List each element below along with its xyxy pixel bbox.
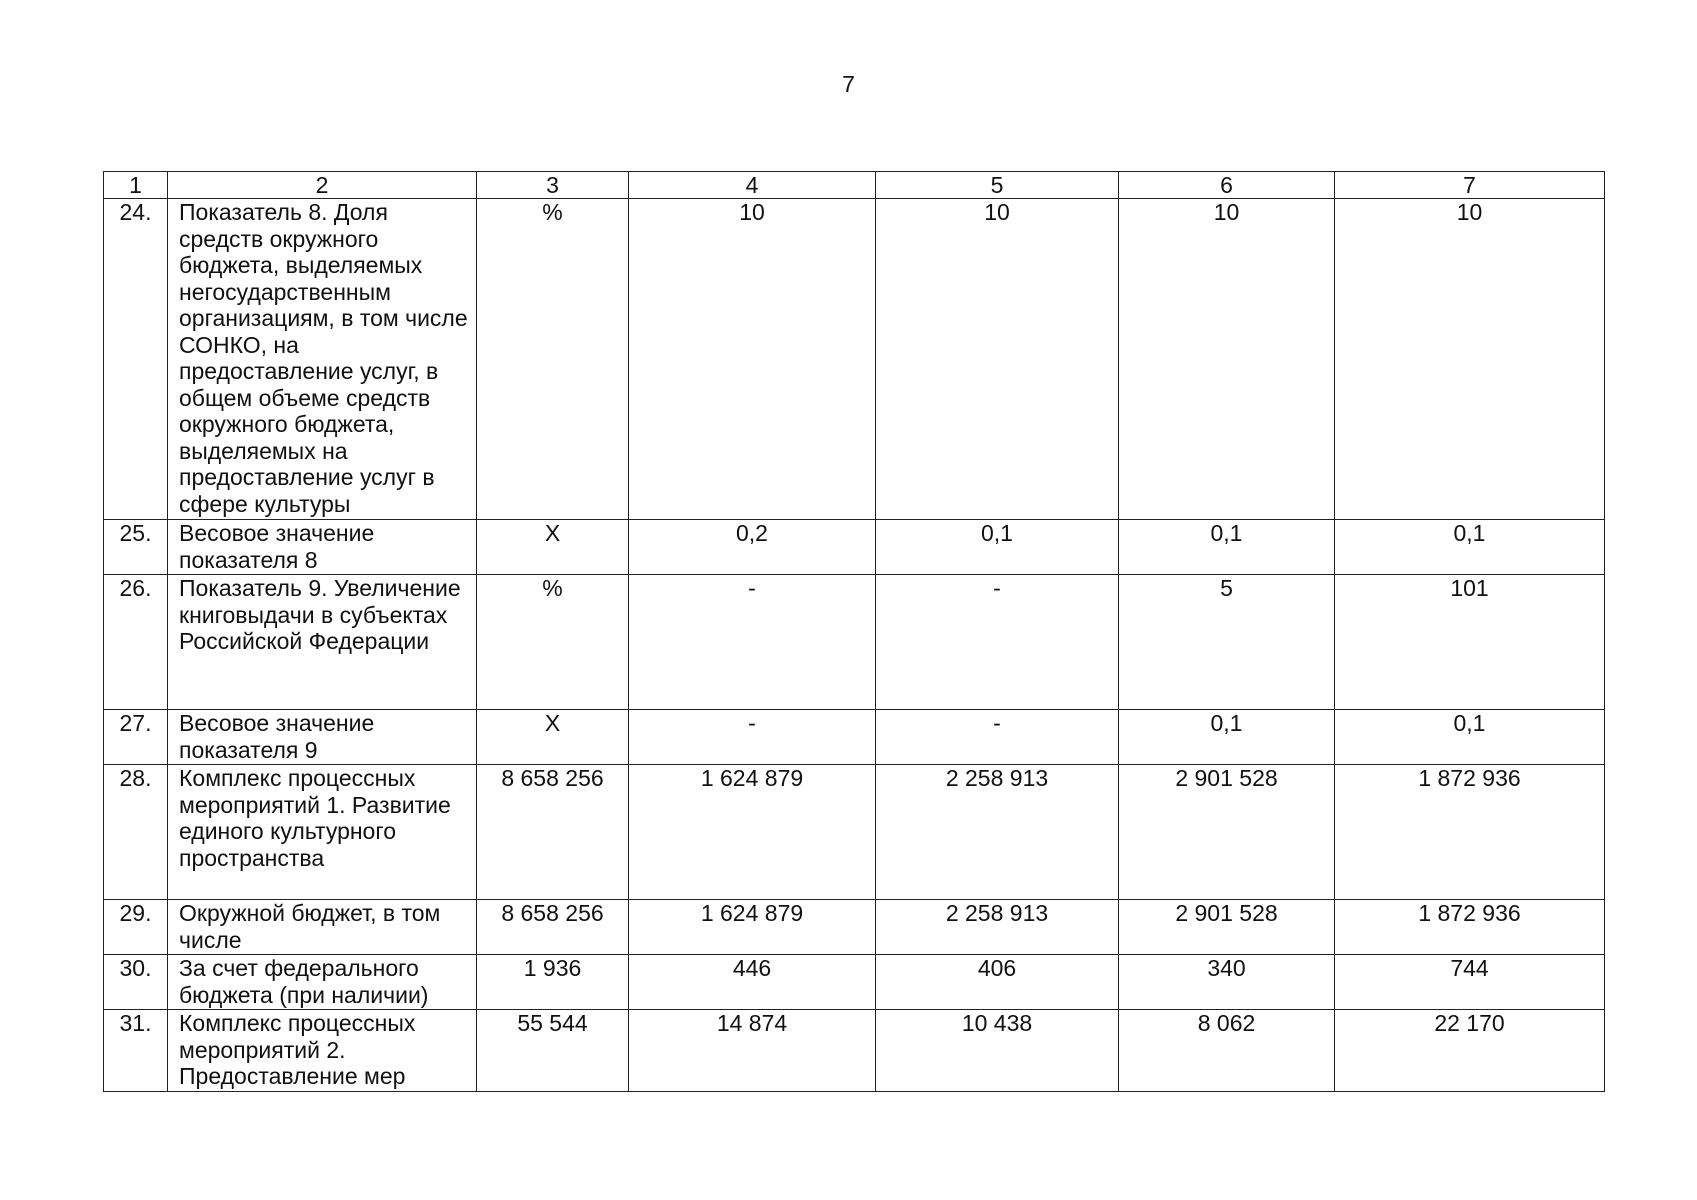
table-row (104, 900, 1605, 955)
value-cell: 101 (1335, 575, 1605, 710)
value-cell: 10 (1335, 199, 1605, 520)
row-number-cell: 29. (104, 900, 168, 955)
indicator-name-cell: Показатель 9. Увеличение книговыдачи в субъектах Российской Федерации (168, 575, 477, 710)
value-cell: - (629, 575, 876, 710)
header-cell: 3 (477, 172, 629, 199)
value-cell: 2 901 528 (1119, 765, 1335, 900)
value-cell: Х (477, 710, 629, 765)
row-number-cell: 31. (104, 1010, 168, 1092)
table-row (104, 520, 1605, 575)
header-cell: 4 (629, 172, 876, 199)
row-number-cell: 25. (104, 520, 168, 575)
value-cell: 0,1 (1335, 710, 1605, 765)
value-cell: - (629, 710, 876, 765)
indicator-name-cell: Весовое значение показателя 9 (168, 710, 477, 765)
indicator-name-cell: Весовое значение показателя 8 (168, 520, 477, 575)
value-cell: 0,1 (1119, 710, 1335, 765)
table-row (104, 199, 1605, 520)
value-cell: 22 170 (1335, 1010, 1605, 1092)
value-cell: Х (477, 520, 629, 575)
value-cell: 10 438 (876, 1010, 1119, 1092)
value-cell: % (477, 199, 629, 520)
value-cell: 2 258 913 (876, 900, 1119, 955)
indicator-name-cell: За счет федерального бюджета (при наличии) (168, 955, 477, 1010)
value-cell: 406 (876, 955, 1119, 1010)
header-cell: 6 (1119, 172, 1335, 199)
header-cell: 5 (876, 172, 1119, 199)
value-cell: 340 (1119, 955, 1335, 1010)
value-cell: 8 062 (1119, 1010, 1335, 1092)
value-cell: 2 901 528 (1119, 900, 1335, 955)
row-number-cell: 27. (104, 710, 168, 765)
value-cell: 14 874 (629, 1010, 876, 1092)
value-cell: 1 624 879 (629, 900, 876, 955)
value-cell: 0,2 (629, 520, 876, 575)
value-cell: 0,1 (1119, 520, 1335, 575)
indicator-name-cell: Окружной бюджет, в том числе (168, 900, 477, 955)
row-number-cell: 28. (104, 765, 168, 900)
header-cell: 7 (1335, 172, 1605, 199)
table-row (104, 575, 1605, 710)
value-cell: - (876, 710, 1119, 765)
indicator-name-cell: Комплекс процессных мероприятий 1. Развитие единого культурного пространства (168, 765, 477, 900)
indicator-name-cell: Показатель 8. Доля средств окружного бюджета, выделяемых негосударственным организациям, в том числе СОНКО, на предоставление услуг, в общем объеме средств окружного бюджета, выделяемых на предоставление услуг в сфере культуры (168, 199, 477, 520)
value-cell: 1 624 879 (629, 765, 876, 900)
value-cell: 1 872 936 (1335, 900, 1605, 955)
value-cell: % (477, 575, 629, 710)
value-cell: 10 (876, 199, 1119, 520)
value-cell: 446 (629, 955, 876, 1010)
value-cell: 744 (1335, 955, 1605, 1010)
value-cell: - (876, 575, 1119, 710)
value-cell: 0,1 (876, 520, 1119, 575)
table-row (104, 955, 1605, 1010)
header-cell: 2 (168, 172, 477, 199)
row-number-cell: 30. (104, 955, 168, 1010)
table-row (104, 710, 1605, 765)
table-row (104, 1010, 1605, 1092)
table-row (104, 765, 1605, 900)
table-header-row (104, 172, 1605, 199)
value-cell: 10 (629, 199, 876, 520)
value-cell: 0,1 (1335, 520, 1605, 575)
value-cell: 8 658 256 (477, 765, 629, 900)
value-cell: 1 872 936 (1335, 765, 1605, 900)
row-number-cell: 24. (104, 199, 168, 520)
indicators-table (103, 171, 1605, 1092)
page-number: 7 (842, 71, 855, 97)
value-cell: 55 544 (477, 1010, 629, 1092)
value-cell: 10 (1119, 199, 1335, 520)
header-cell: 1 (104, 172, 168, 199)
value-cell: 2 258 913 (876, 765, 1119, 900)
indicator-name-cell: Комплекс процессных мероприятий 2. Предоставление мер (168, 1010, 477, 1092)
value-cell: 5 (1119, 575, 1335, 710)
value-cell: 8 658 256 (477, 900, 629, 955)
row-number-cell: 26. (104, 575, 168, 710)
value-cell: 1 936 (477, 955, 629, 1010)
